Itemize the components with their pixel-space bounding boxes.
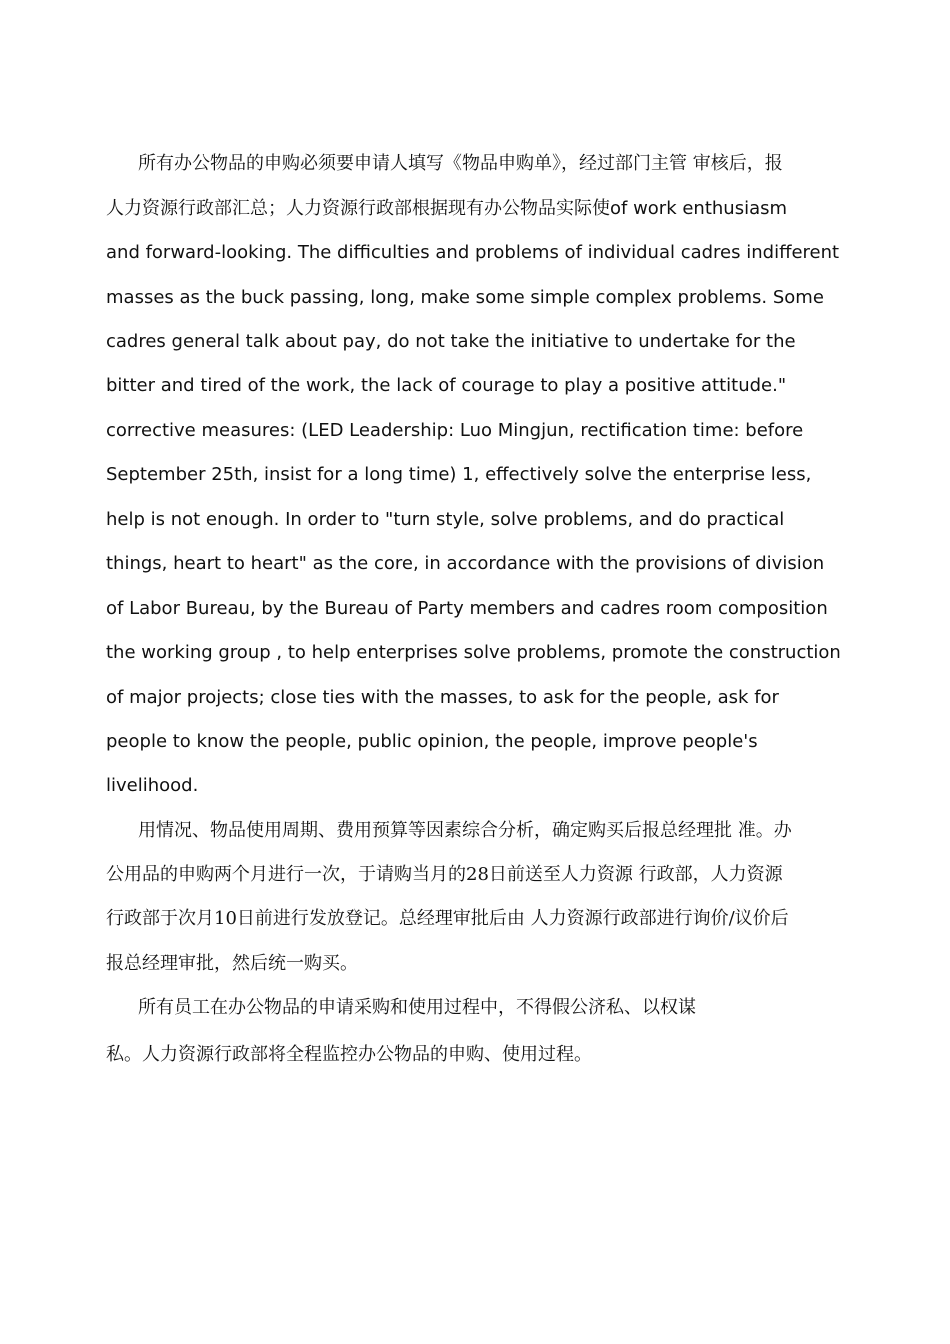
paragraph-2-line-3: 行政部于次月10日前进行发放登记。总经理审批后由 人力资源行政部进行询价/议价后 (106, 908, 789, 929)
paragraph-1-line-12: the working group , to help enterprises solve problems, promote the construction (106, 642, 841, 663)
paragraph-1-line-1: 所有办公物品的申购必须要申请人填写《物品申购单》，经过部门主管 审核后，报 (138, 153, 783, 174)
paragraph-1-line-14: people to know the people, public opinion, the people, improve people's (106, 731, 758, 752)
paragraph-1-line-3: and forward-looking. The difficulties and problems of individual cadres indifferent (106, 242, 840, 263)
paragraph-2-line-2: 公用品的申购两个月进行一次，于请购当月的28日前送至人力资源 行政部，人力资源 (106, 864, 783, 885)
paragraph-1-line-10: things, heart to heart" as the core, in accordance with the provisions of division (106, 553, 825, 574)
paragraph-1-line-13: of major projects; close ties with the masses, to ask for the people, ask for (106, 687, 779, 708)
paragraph-1-line-6: bitter and tired of the work, the lack of courage to play a positive attitude." (106, 375, 787, 396)
paragraph-1-line-7: corrective measures: (LED Leadership: Luo Mingjun, rectification time: before (106, 420, 804, 441)
paragraph-3-line-1: 所有员工在办公物品的申请采购和使用过程中，不得假公济私、以权谋 (138, 997, 696, 1018)
paragraph-1-line-4: masses as the buck passing, long, make some simple complex problems. Some (106, 287, 824, 308)
paragraph-1-line-8: September 25th, insist for a long time) 1, effectively solve the enterprise less, (106, 464, 812, 485)
paragraph-3-line-2: 私。人力资源行政部将全程监控办公物品的申购、使用过程。 (106, 1044, 592, 1065)
paragraph-1-line-15: livelihood. (106, 775, 199, 796)
paragraph-2-line-4: 报总经理审批，然后统一购买。 (106, 953, 358, 974)
paragraph-1-line-9: help is not enough. In order to "turn style, solve problems, and do practical (106, 509, 785, 530)
paragraph-2-line-1: 用情况、物品使用周期、费用预算等因素综合分析，确定购买后报总经理批 准。办 (138, 820, 792, 841)
paragraph-1-line-2: 人力资源行政部汇总；人力资源行政部根据现有办公物品实际使of work enthusiasm (106, 198, 788, 219)
paragraph-1-line-5: cadres general talk about pay, do not take the initiative to undertake for the (106, 331, 796, 352)
paragraph-1-line-11: of Labor Bureau, by the Bureau of Party members and cadres room composition (106, 598, 828, 619)
